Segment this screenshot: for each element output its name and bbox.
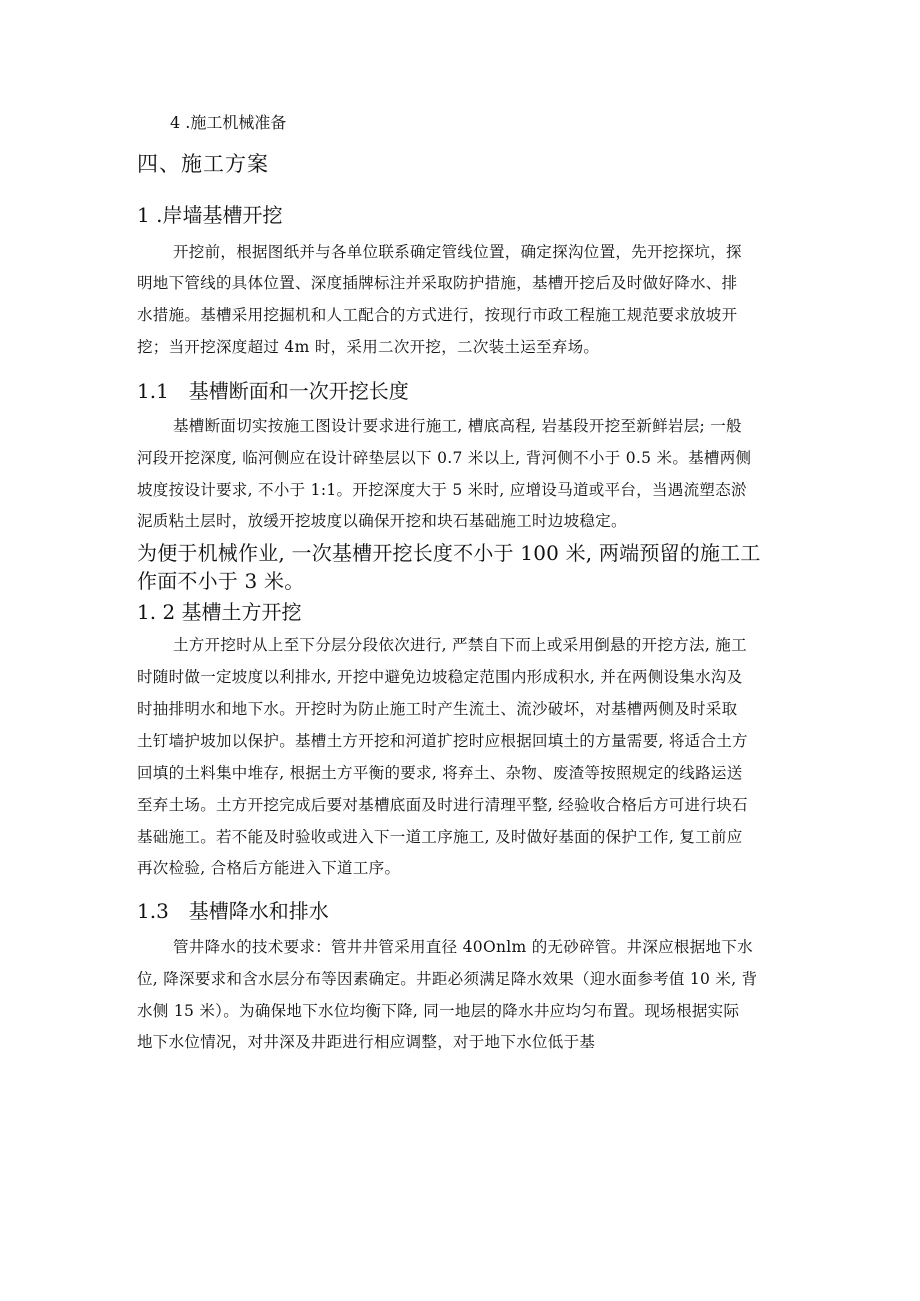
paragraph-line: 时抽排明水和地下水。开挖时为防止施工时产生流土、流沙破坏，对基槽两侧及时采取 — [137, 700, 738, 718]
paragraph-line: 管井降水的技术要求：管井井管采用直径 40Onlm 的无砂碎管。井深应根据地下水 — [173, 938, 753, 956]
subsection-heading: 1.1 基槽断面和一次开挖长度 — [137, 379, 409, 403]
paragraph-line: 开挖前，根据图纸并与各单位联系确定管线位置，确定探沟位置，先开挖探坑，探 — [173, 243, 742, 261]
paragraph-line: 水措施。基槽采用挖掘机和人工配合的方式进行，按现行市政工程施工规范要求放坡开 — [137, 306, 738, 324]
paragraph-line: 挖；当开挖深度超过 4m 时，采用二次开挖，二次装土运至弃场。 — [137, 338, 600, 356]
list-item-heading: 4 .施工机械准备 — [170, 113, 287, 132]
paragraph-line: 回填的土料集中堆存, 根据土方平衡的要求, 将弃土、杂物、废渣等按照规定的线路运送 — [137, 764, 743, 782]
paragraph-line: 时随时做一定坡度以利排水, 开挖中避免边坡稳定范围内形成积水, 并在两侧设集水沟及 — [137, 668, 743, 686]
paragraph-line: 作面不小于 3 米。 — [137, 569, 305, 593]
paragraph-line: 水侧 15 米）。为确保地下水位均衡下降, 同一地层的降水井应均匀布置。现场根据实际 — [137, 1002, 740, 1020]
subsection-heading: 1 .岸墙基槽开挖 — [137, 203, 283, 227]
paragraph-line: 土钉墙护坡加以保护。基槽土方开挖和河道扩挖时应根据回填土的方量需要, 将适合土方 — [137, 732, 748, 750]
section-heading: 四、施工方案 — [137, 152, 269, 176]
paragraph-line: 河段开挖深度, 临河侧应在设计碎垫层以下 0.7 米以上, 背河侧不小于 0.5 米。基槽两侧 — [137, 449, 752, 467]
paragraph-line: 基槽断面切实按施工图设计要求进行施工, 槽底高程, 岩基段开挖至新鲜岩层; 一般 — [173, 417, 742, 435]
subsection-heading: 1.3 基槽降水和排水 — [137, 899, 329, 923]
subsection-heading: 1. 2 基槽土方开挖 — [137, 600, 302, 624]
paragraph-line: 再次检验, 合格后方能进入下道工序。 — [137, 859, 401, 877]
paragraph-line: 至弃土场。土方开挖完成后要对基槽底面及时进行清理平整, 经验收合格后方可进行块石 — [137, 796, 748, 814]
paragraph-line: 坡度按设计要求, 不小于 1:1。开挖深度大于 5 米时, 应增设马道或平台，当遇流塑态淤 — [137, 481, 747, 499]
paragraph-line: 地下水位情况，对井深及井距进行相应调整，对于地下水位低于基 — [137, 1033, 596, 1051]
paragraph-line: 为便于机械作业, 一次基槽开挖长度不小于 100 米, 两端预留的施工工 — [137, 541, 761, 565]
paragraph-line: 基础施工。若不能及时验收或进入下一道工序施工, 及时做好基面的保护工作, 复工前应 — [137, 828, 743, 846]
paragraph-line: 位, 降深要求和含水层分布等因素确定。井距必须满足降水效果（迎水面参考值 10 米, 背 — [137, 970, 758, 988]
paragraph-line: 明地下管线的具体位置、深度插牌标注并采取防护措施，基槽开挖后及时做好降水、排 — [137, 274, 738, 292]
paragraph-line: 土方开挖时从上至下分层分段依次进行, 严禁自下而上或采用倒悬的开挖方法, 施工 — [173, 636, 747, 654]
paragraph-line: 泥质粘土层时，放缓开挖坡度以确保开挖和块石基础施工时边坡稳定。 — [137, 512, 627, 530]
